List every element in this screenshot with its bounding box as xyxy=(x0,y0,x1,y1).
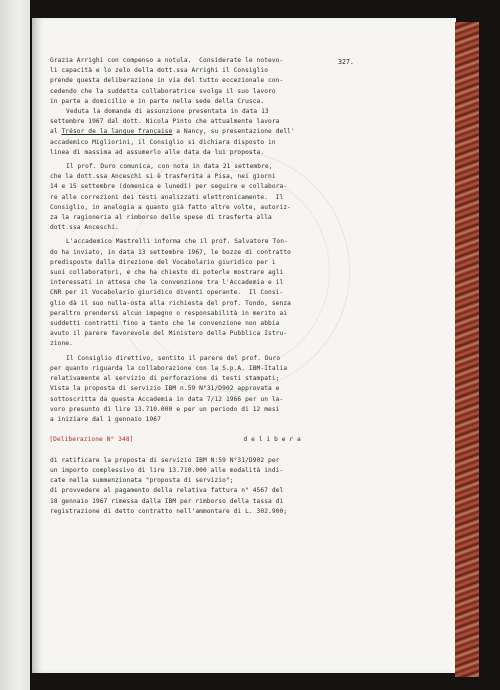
text-line: suddetti contratti fino a tanto che le convenzione non abbia xyxy=(50,320,280,328)
text-line: zione. xyxy=(50,340,73,348)
text-line: voro presunto di lire 13.710.000 e per un periodo di 12 mesi xyxy=(50,405,280,413)
text-line: li capacità e lo zelo della dott.ssa Arrighi il Consiglio xyxy=(50,67,269,75)
paragraph-block5 xyxy=(50,354,380,425)
text-line: di provvedere al pagamento della relativa fattura n° 4567 del xyxy=(50,487,284,495)
text-line: un importo complessivo di lire 13.710.000 alle modalità indi- xyxy=(50,466,284,474)
paragraph-block6 xyxy=(50,456,380,517)
text-line: interessati in attesa che la convenzione tra l'Accademia e il xyxy=(50,279,284,287)
adjacent-page-edge xyxy=(0,0,30,690)
text-line: Consiglio, in analogia a quanto già fatto altre volte, autoriz- xyxy=(50,203,291,211)
page-number: 327. xyxy=(338,58,354,66)
text-line: do ha inviato, in data 13 settembre 1967, le bozze di contratto xyxy=(50,248,291,256)
text-line: relativamente al servizio di perforazione di testi stampati; xyxy=(50,375,280,383)
delibera-word: d e l i b e r a xyxy=(243,436,301,444)
underlined-title: Trésor de la langue française xyxy=(61,128,173,136)
text-line: Il prof. Duro comunica, con nota in data 21 settembre, xyxy=(66,163,273,171)
text-line: linea di massima ad assumerlo alle data da lui proposta. xyxy=(50,148,265,156)
text-line: 14 e 15 settembre (domenica e lunedì) per seguire e collabora- xyxy=(50,183,288,191)
text-line: di ratificare la proposta di servizio IBM N:59 N°31/D902 per xyxy=(50,456,280,464)
text-line: prende questa deliberazione in via del tutto eccezionale con- xyxy=(50,77,284,85)
text-fragment: al xyxy=(50,128,62,136)
text-line: che la dott.ssa Anceschi si è trasferita a Pisa, nei giorni xyxy=(50,173,276,181)
paragraph-block1 xyxy=(50,56,380,107)
text-line: accademico Migliorini, il Consiglio si dichiara disposto in xyxy=(50,138,276,146)
paragraph-block3 xyxy=(50,162,380,233)
text-line: peraltro prendersi alcun impegno o responsabilità in merito ai xyxy=(50,309,288,317)
text-line: in parte a domicilio e in parte nella sede della Crusca. xyxy=(50,97,265,105)
text-line: cate nella summenzionata "proposta di servizio"; xyxy=(50,477,234,485)
text-line: a iniziare dal 1 gennaio 1967 xyxy=(50,415,161,423)
text-line: L'accademico Mastrelli informa che il prof. Salvatore Ton- xyxy=(66,238,288,246)
text-line: 18 gennaio 1967 rimessa dalla IBM per rimborso della tassa di xyxy=(50,497,284,505)
text-line xyxy=(50,127,380,137)
paragraph-block2 xyxy=(50,107,380,158)
text-line: per quanto riguarda la collaborazione con la S.p.A. IBM-Italia xyxy=(50,364,288,372)
text-line: Veduta la domanda di assunzione presentata in data 13 xyxy=(66,108,269,116)
text-line: za la ragioneria al rimborso delle spese di trasferta alla xyxy=(50,214,272,222)
text-line: Vista la proposta di servizio IBM n.59 N°31/D902 approvata e xyxy=(50,385,280,393)
marbled-book-edge xyxy=(455,22,479,677)
text-line: predisposte dalla direzione del Vocabolario giuridico per i xyxy=(50,258,276,266)
document-body xyxy=(50,56,380,517)
deliberation-number: [Deliberazione N° 348] xyxy=(49,436,134,444)
text-line: CNR per il Vocabolario giuridico diventi operante. Il Consi- xyxy=(50,289,284,297)
text-line: cedendo che la suddetta collaboratrice svolga il suo lavoro xyxy=(50,87,276,95)
text-fragment: a Nancy, su presentazione dell' xyxy=(172,128,295,136)
text-line: settembre 1967 dal dott. Nicola Pinto che attualmente lavora xyxy=(50,118,280,126)
text-line: glio dà il suo nulla-osta alla richiesta del prof. Tondo, senza xyxy=(50,299,291,307)
text-line: dott.ssa Anceschi. xyxy=(50,224,119,232)
text-line: suoi collaboratori, e che ha chiesto di poterle mostrare agli xyxy=(50,269,284,277)
text-line: Il Consiglio direttivo, sentito il parere del prof. Duro xyxy=(66,354,281,362)
text-line: sottoscritta da questa Accademia in data 7/12 1966 per un la- xyxy=(50,395,284,403)
paragraph-block4 xyxy=(50,237,380,349)
text-line: Grazia Arrighi con compenso a notula. Considerate le notevo- xyxy=(50,57,284,64)
text-line: re alle correzioni dei testi analizzati elettronicamente. Il xyxy=(50,193,284,201)
text-line: avuto il parere favorevole del Ministero della Pubblica Istru- xyxy=(50,330,288,338)
text-line: registrazione di detto contratto nell'ammontare di L. 302.900; xyxy=(50,507,288,515)
deliberation-heading xyxy=(50,425,380,456)
